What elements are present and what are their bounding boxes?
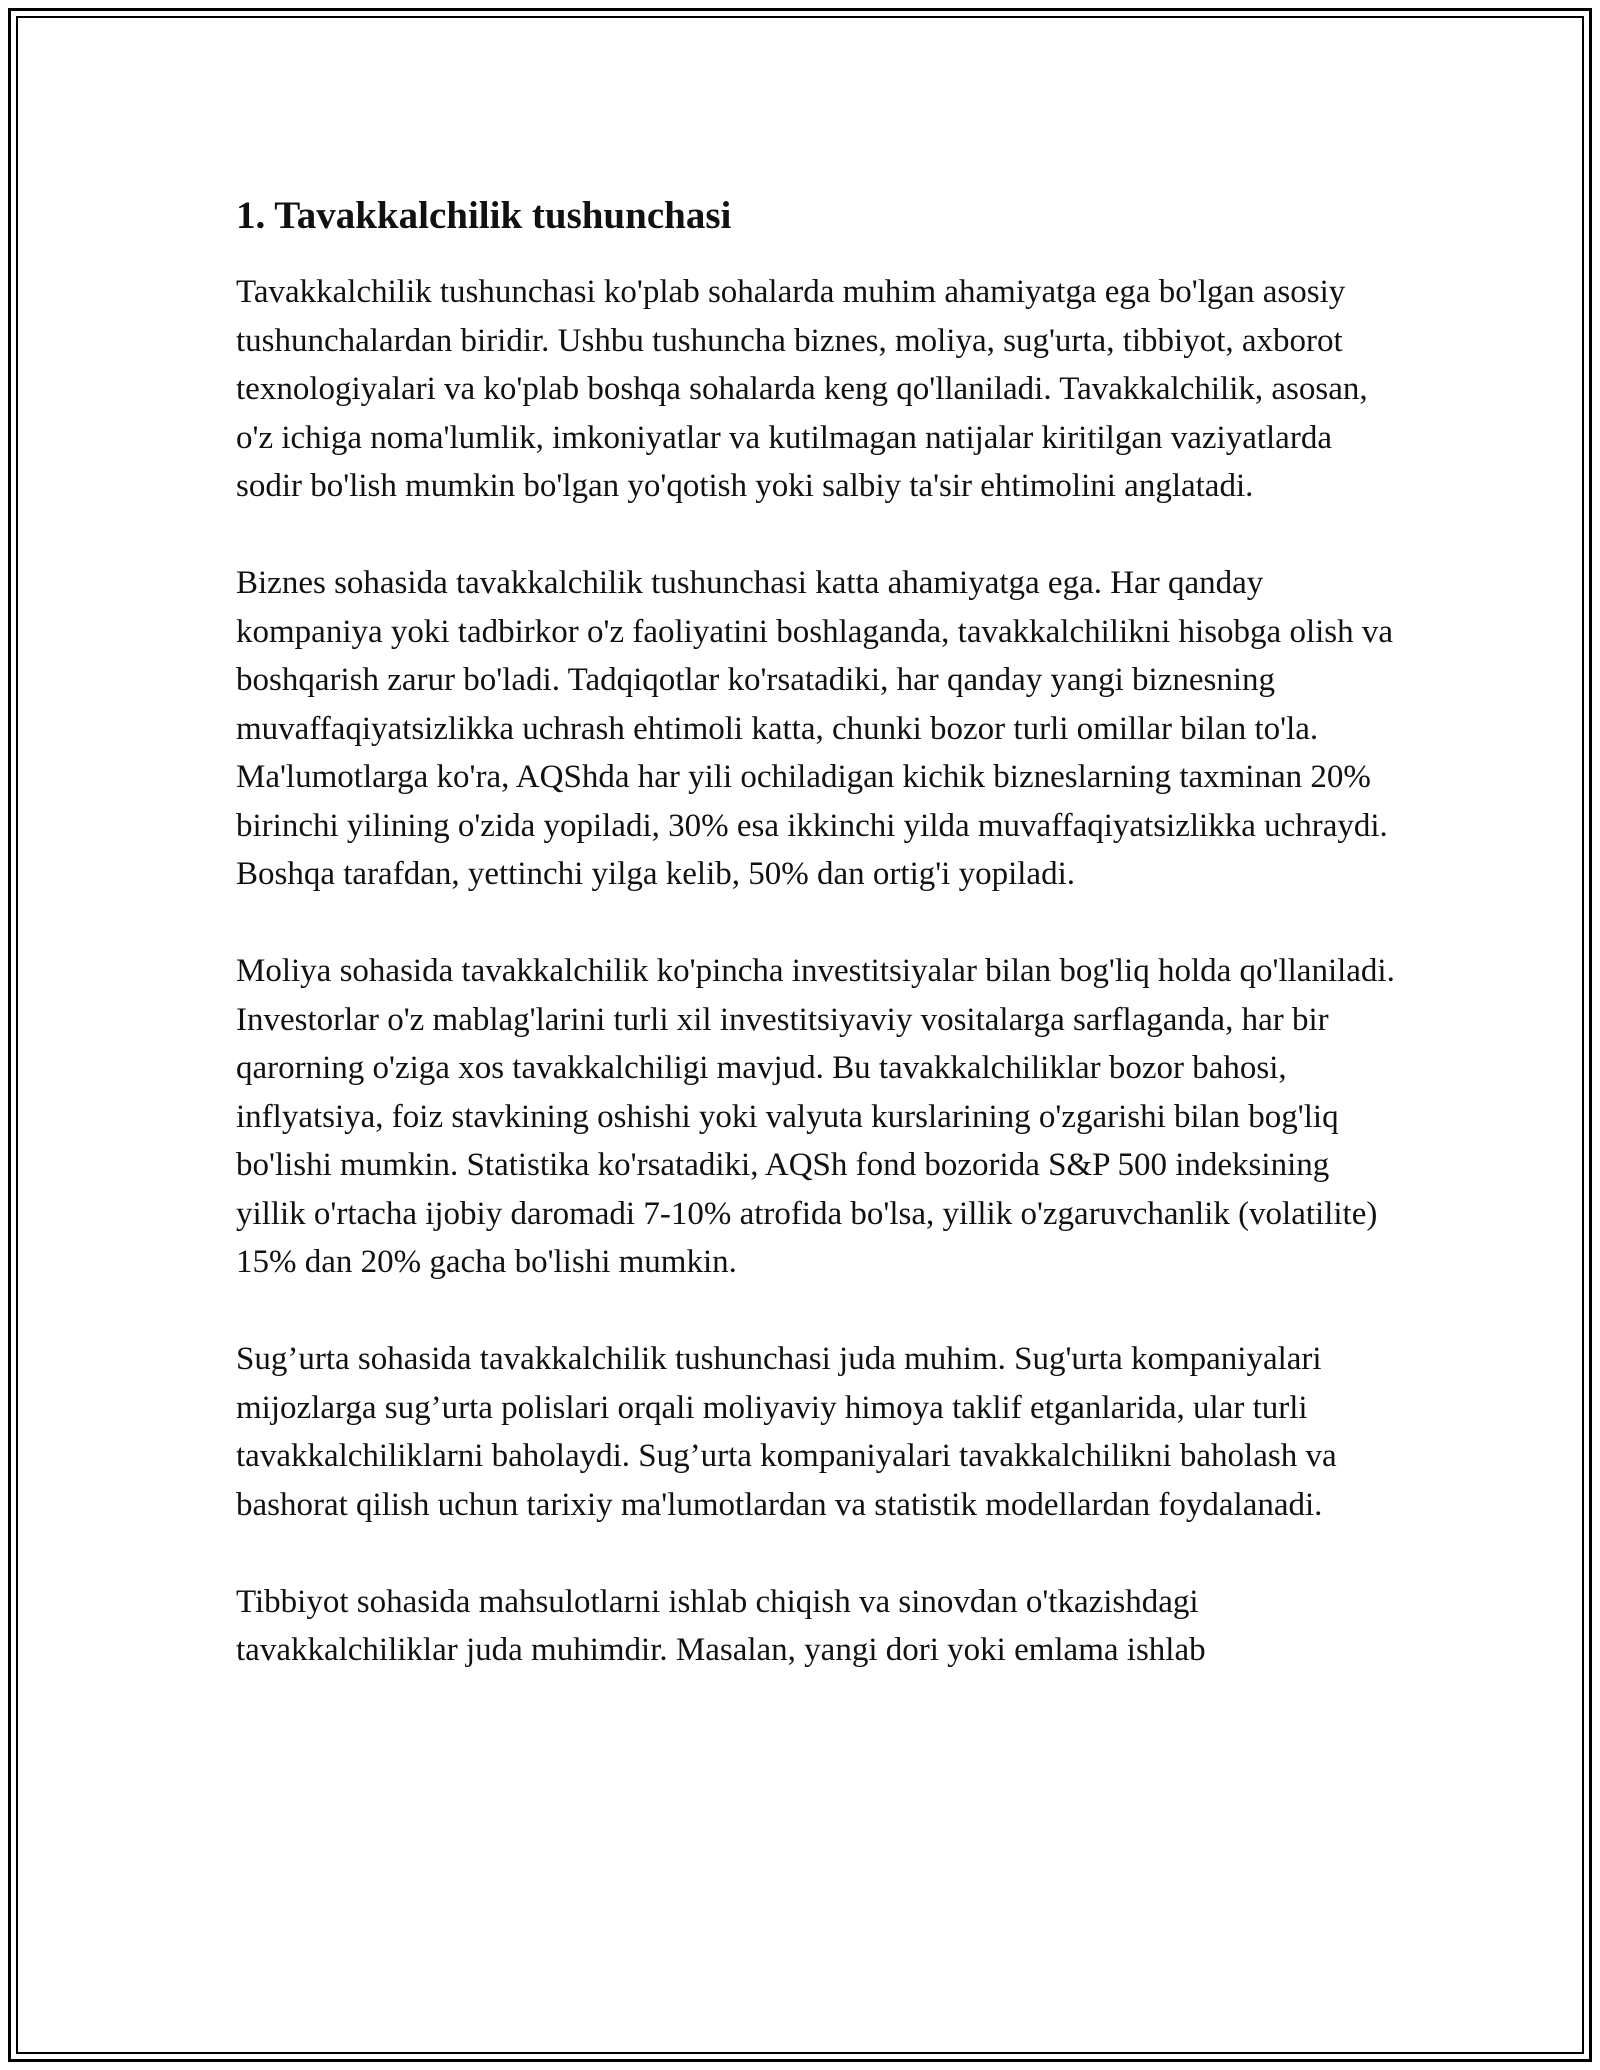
paragraph-insurance: Sug’urta sohasida tavakkalchilik tushunchasi juda muhim. Sug'urta kompaniyalari mijozlarga sug’urta polislari orqali moliyaviy himoya taklif etganlarida, ular turli tavakkalchiliklarni baholaydi. Sug’urta kompaniyalari tavakkalchilikni baholash va bashorat qilish uchun tarixiy ma'lumotlardan va statistik modellardan foydalanadi. [236,1341,1337,1523]
paragraph-intro: Tavakkalchilik tushunchasi ko'plab sohalarda muhim ahamiyatga ega bo'lgan asosiy tushunchalardan biridir. Ushbu tushuncha biznes, moliya, sug'urta, tibbiyot, axborot texnologiyalari va ko'plab boshqa sohalarda keng qo'llaniladi. Tavakkalchilik, asosan, o'z ichiga noma'lumlik, imkoniyatlar va kutilmagan natijalar kiritilgan vaziyatlarda sodir bo'lish mumkin bo'lgan yo'qotish yoki salbiy ta'sir ehtimolini anglatadi. [236,274,1368,504]
paragraph-medicine: Tibbiyot sohasida mahsulotlarni ishlab chiqish va sinovdan o'tkazishdagi tavakkalchiliklar juda muhimdir. Masalan, yangi dori yoki emlama ishlab [236,1583,1206,1668]
paragraph-finance: Moliya sohasida tavakkalchilik ko'pincha investitsiyalar bilan bog'liq holda qo'llaniladi. Investorlar o'z mablag'larini turli xil investitsiyaviy vositalarga sarflaganda, har bir qarorning o'ziga xos tavakkalchiligi mavjud. Bu tavakkalchiliklar bozor bahosi, inflyatsiya, foiz stavkining oshishi yoki valyuta kurslarining o'zgarishi bilan bog'liq bo'lishi mumkin. Statistika ko'rsatadiki, AQSh fond bozorida S&P 500 indeksining yillik o'rtacha ijobiy daromadi 7-10% atrofida bo'lsa, yillik o'zgaruvchanlik (volatilite) 15% dan 20% gacha bo'lishi mumkin. [236,953,1395,1280]
document-body [236,188,1396,1723]
section-heading: 1. Tavakkalchilik tushunchasi [236,194,732,237]
paragraph-business: Biznes sohasida tavakkalchilik tushunchasi katta ahamiyatga ega. Har qanday kompaniya yoki tadbirkor o'z faoliyatini boshlaganda, tavakkalchilikni hisobga olish va boshqarish zarur bo'ladi. Tadqiqotlar ko'rsatadiki, har qanday yangi biznesning muvaffaqiyatsizlikka uchrash ehtimoli katta, chunki bozor turli omillar bilan to'la. Ma'lumotlarga ko'ra, AQShda har yili ochiladigan kichik bizneslarning taxminan 20% birinchi yilining o'zida yopiladi, 30% esa ikkinchi yilda muvaffaqiyatsizlikka uchraydi. Boshqa tarafdan, yettinchi yilga kelib, 50% dan ortig'i yopiladi. [236,565,1394,892]
